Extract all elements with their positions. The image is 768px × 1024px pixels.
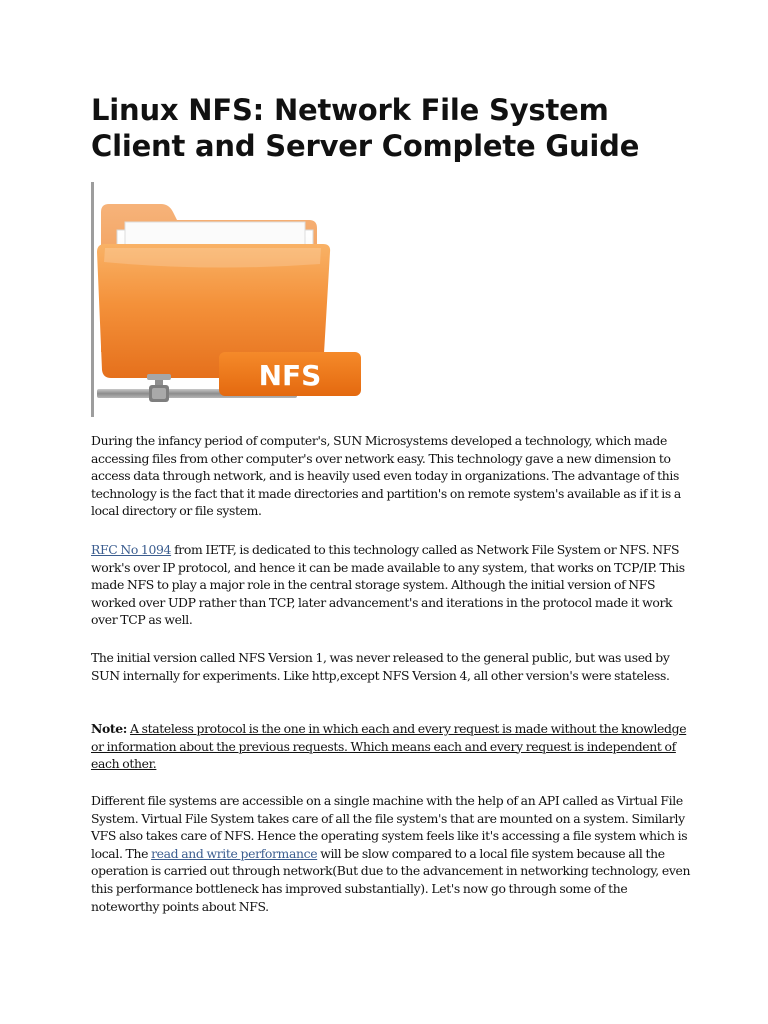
paragraph-versions: The initial version called NFS Version 1, was never released to the general public, but was used by SUN internally for experiments. Like http,except NFS Version 4, all other version's were stateless. [91,650,670,683]
paragraph-vfs [91,792,691,915]
note-label: Note: [91,721,128,736]
nfs-folder-icon [91,182,363,417]
nfs-figure [91,182,363,417]
paragraph-rfc-text: from IETF, is dedicated to this technology called as Network File System or NFS. NFS work's over IP protocol, and hence it can be made available to any system, that works on TCP/IP. This made NFS to play a major role in the central storage system. Although the initial version of NFS worked over UDP rather than TCP, later advancement's and iterations in the protocol made it work over TCP as well. [91,542,685,628]
page-title: Linux NFS: Network File System Client and Server Complete Guide [91,93,640,163]
paragraph-vfs-end: will be slow compared to a local file system because all the operation is carried out through network(But due to the advancement in networking technology, even this performance bottleneck has improved substantially). Let's now go through some of the noteworthy points about NFS. [91,845,691,914]
nfs-badge-label: NFS [258,359,322,392]
read-write-performance-link[interactable]: read and write performance [151,845,318,861]
paragraph-vfs-start: Different file systems are accessible on a single machine with the help of an API called as Virtual File System. Virtual File System takes care of all the file system's that are mounted on a system. Similarly VFS also takes care of NFS. Hence the operating system feels like it's accessing a file system which is local. The [91,793,688,861]
paragraph-rfc [91,541,691,629]
rfc-1094-link[interactable]: RFC No 1094 [91,542,172,557]
note-text: A stateless protocol is the one in which each and every request is made without the knowledge or information about the previous requests. Which means each and every request is independent of each other. [91,721,687,772]
paragraph-intro: During the infancy period of computer's, SUN Microsystems developed a technology, which made accessing files from other computer's over network easy. This technology gave a new dimension to access data through network, and is heavily used even today in organizations. The advantage of this technology is the fact that it made directories and partition's on remote system's available as if it is a local directory or file system. [91,433,681,519]
note-paragraph [91,720,691,773]
